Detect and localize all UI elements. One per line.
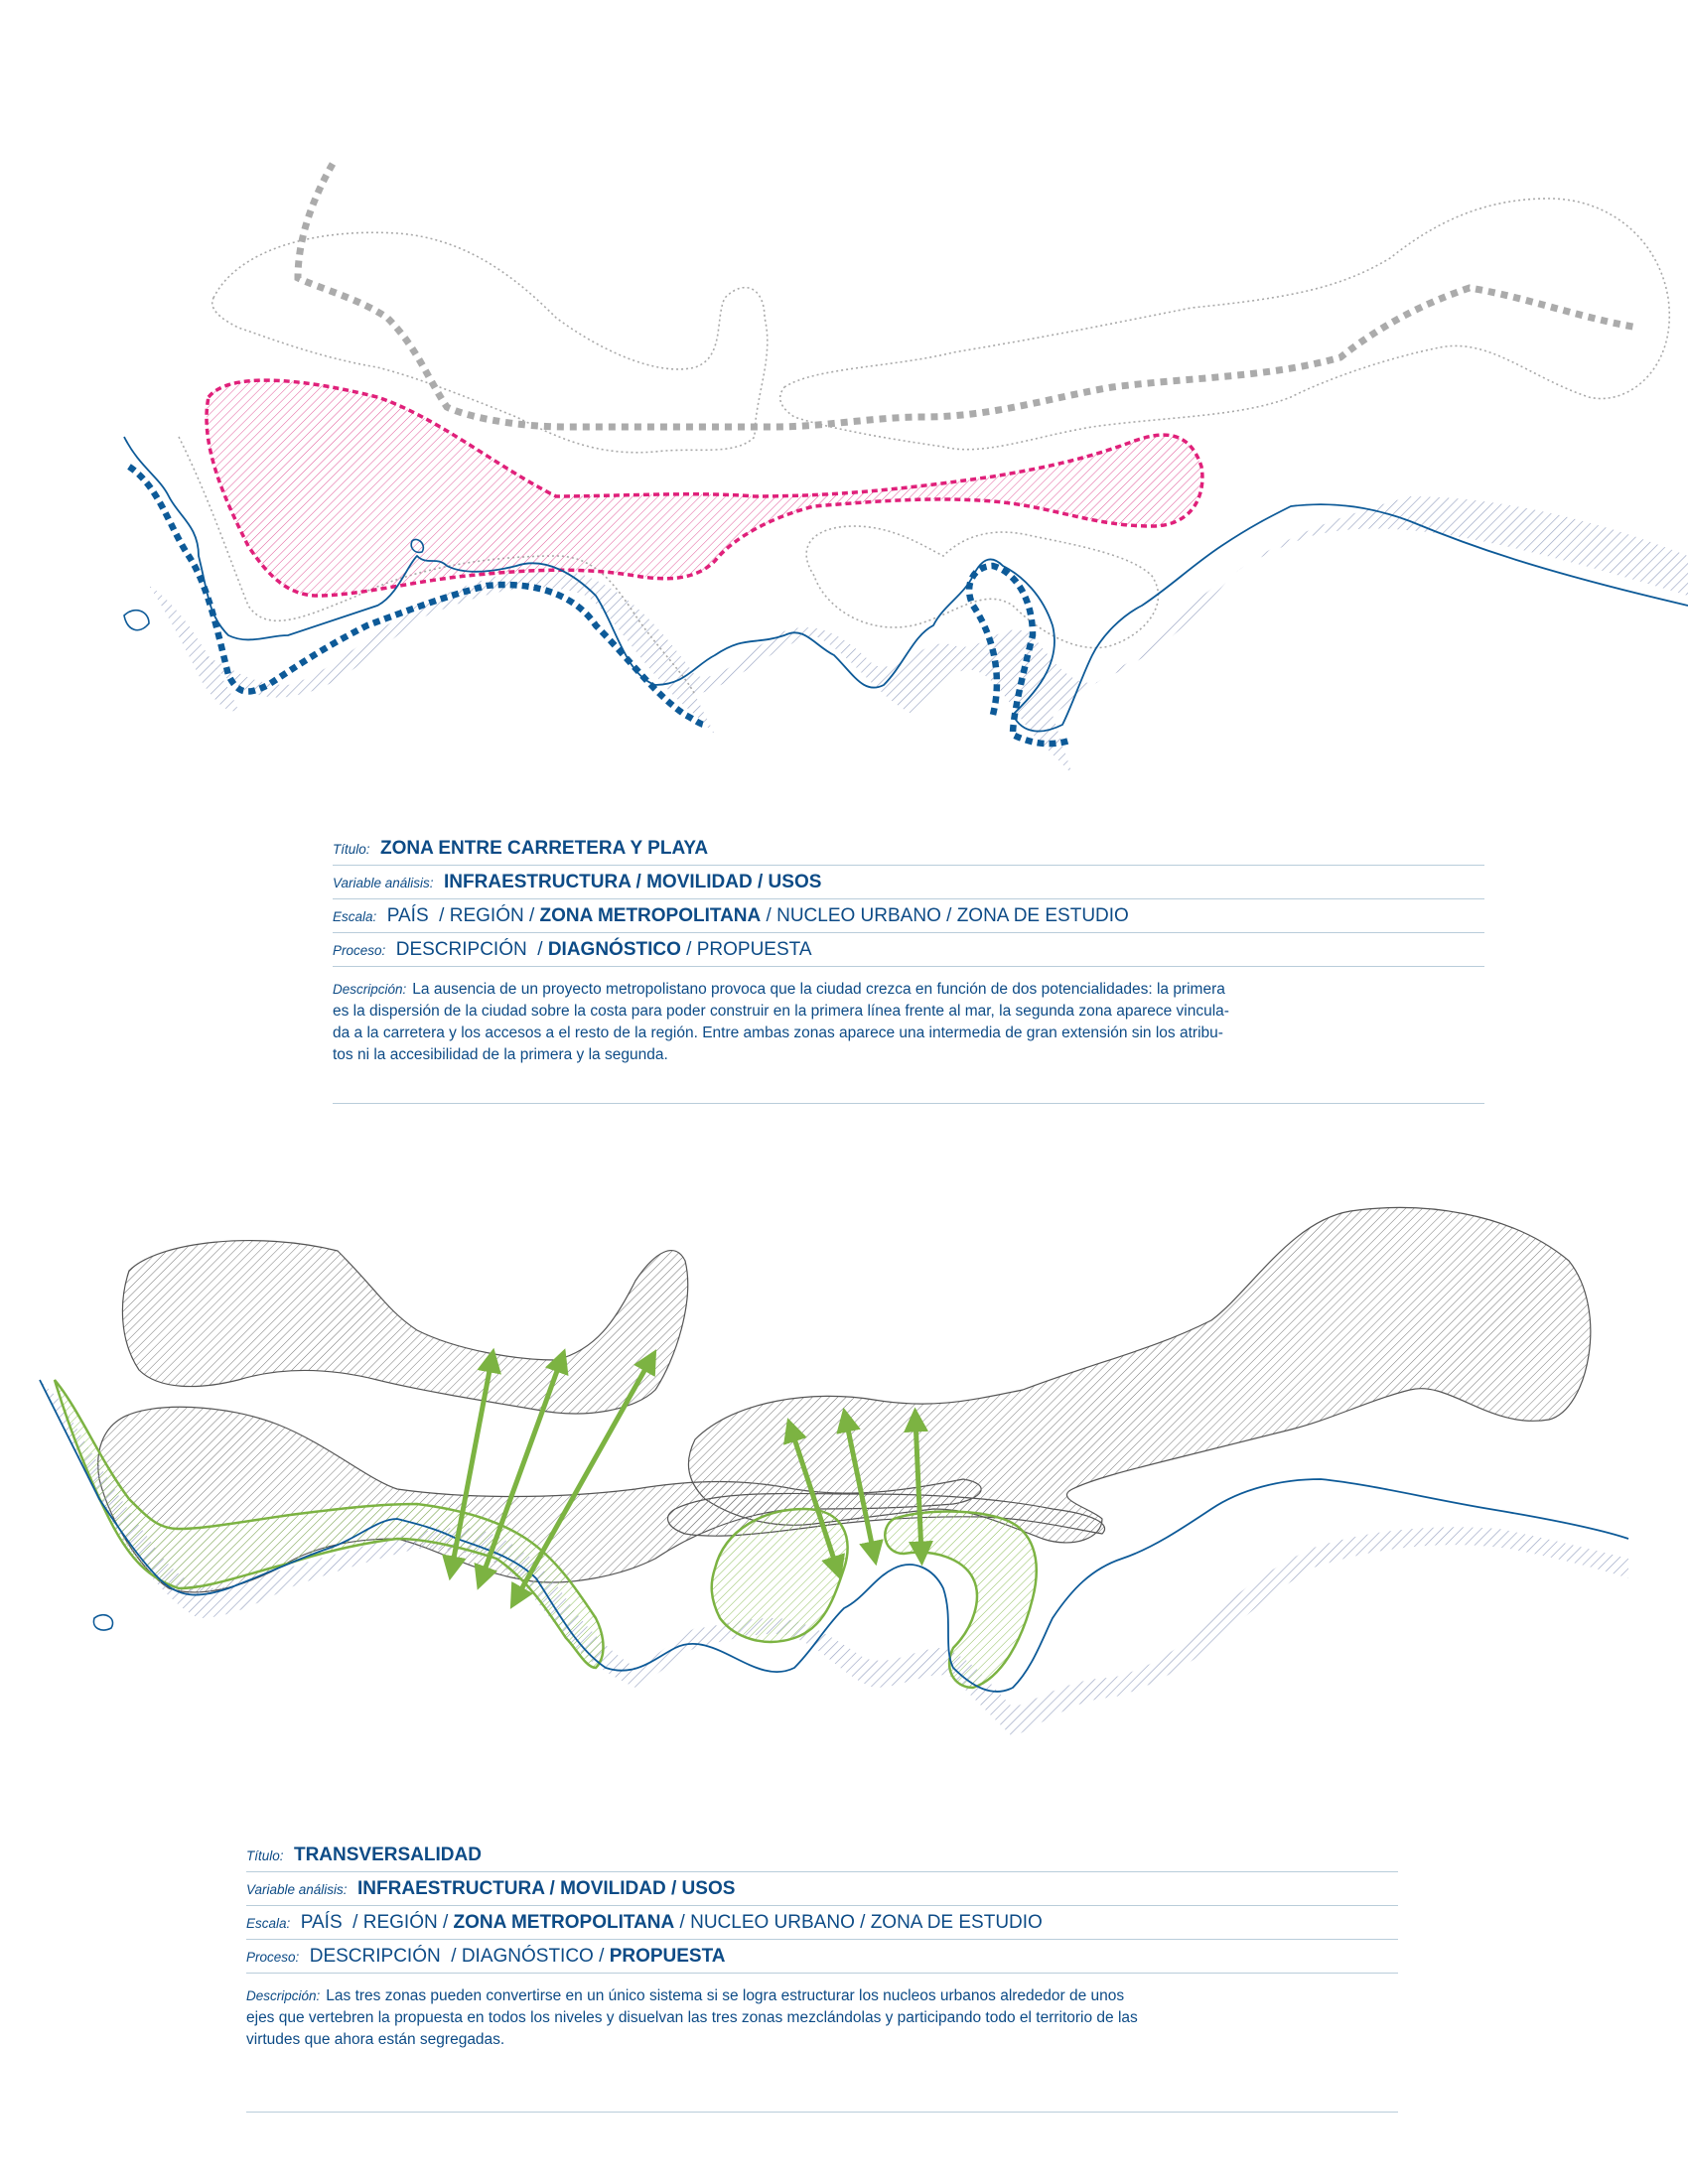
escala-item: REGIÓN	[449, 905, 524, 926]
separator: /	[440, 1946, 462, 1967]
escala-item: ZONA DE ESTUDIO	[956, 905, 1129, 926]
titulo-value: ZONA ENTRE CARRETERA Y PLAYA	[379, 838, 709, 859]
separator: /	[544, 1878, 561, 1899]
descripcion-line: da a la carretera y los accesos a el resto de la región. Entre ambas zonas aparece una intermedia de gran extensión sin los atribu-	[333, 1024, 1223, 1041]
escala-item: PAÍS	[300, 1912, 343, 1933]
escala-item: NUCLEO URBANO	[776, 905, 941, 926]
titulo-label: Título:	[246, 1848, 284, 1863]
escala-item: NUCLEO URBANO	[690, 1912, 855, 1933]
separator: /	[674, 1912, 691, 1933]
variable-item: MOVILIDAD	[560, 1878, 666, 1899]
separator: /	[523, 905, 540, 926]
row-proceso	[333, 933, 1484, 967]
row-proceso	[246, 1940, 1398, 1974]
row-titulo	[246, 1839, 1398, 1872]
descripcion-line: ejes que vertebren la propuesta en todos los niveles y disuelvan las tres zonas mezclándolas y participando todo el territorio de las	[246, 2009, 1138, 2026]
proceso-label: Proceso:	[246, 1950, 300, 1965]
escala-label: Escala:	[333, 909, 377, 924]
variable-label: Variable análisis:	[333, 876, 434, 890]
variable-item: USOS	[768, 872, 822, 892]
separator: /	[428, 905, 450, 926]
descripcion-line: es la dispersión de la ciudad sobre la costa para poder construir en la primera línea frente al mar, la segunda zona aparece vincula-	[333, 1003, 1229, 1020]
descripcion-label: Descripción:	[333, 982, 407, 997]
road-main	[298, 164, 1638, 427]
escala-item: REGIÓN	[362, 1912, 438, 1933]
separator: /	[593, 1946, 610, 1967]
proceso-item-active: DIAGNÓSTICO	[547, 939, 681, 960]
separator: /	[680, 939, 697, 960]
info-panel-2	[246, 1839, 1398, 2113]
variable-label: Variable análisis:	[246, 1882, 348, 1897]
proceso-item-active: PROPUESTA	[609, 1946, 726, 1967]
zone-road-beach	[207, 380, 1202, 596]
coast-islet-1	[124, 611, 149, 630]
separator: /	[437, 1912, 454, 1933]
variable-item: INFRAESTRUCTURA	[357, 1878, 545, 1899]
zone-outline-center	[806, 526, 1158, 648]
variable-item: MOVILIDAD	[646, 872, 753, 892]
escala-item: PAÍS	[386, 905, 429, 926]
row-variable	[246, 1872, 1398, 1906]
descripcion-line: La ausencia de un proyecto metropolistano provoca que la ciudad crezca en función de dos potencialidades: la primera	[412, 981, 1225, 998]
map-diagnostico	[0, 0, 1688, 814]
hatched-zone-north	[122, 1241, 687, 1414]
separator: /	[752, 872, 769, 892]
proceso-item: DESCRIPCIÓN	[309, 1946, 441, 1967]
descripcion	[333, 967, 1484, 1104]
proceso-item: DIAGNÓSTICO	[461, 1946, 594, 1967]
escala-item-active: ZONA METROPOLITANA	[539, 905, 762, 926]
titulo-value: TRANSVERSALIDAD	[293, 1844, 482, 1865]
descripcion-line: virtudes que ahora están segregadas.	[246, 2031, 505, 2048]
coast-islet	[93, 1615, 112, 1630]
map-propuesta	[0, 1181, 1688, 1817]
hatched-zone-east	[688, 1208, 1590, 1543]
row-escala	[246, 1906, 1398, 1940]
separator: /	[854, 1912, 871, 1933]
separator: /	[342, 1912, 363, 1933]
proceso-item: DESCRIPCIÓN	[395, 939, 527, 960]
descripcion-line: tos ni la accesibilidad de la primera y la segunda.	[333, 1046, 668, 1063]
separator: /	[526, 939, 548, 960]
descripcion-label: Descripción:	[246, 1988, 321, 2003]
proceso-item: PROPUESTA	[696, 939, 812, 960]
escala-item-active: ZONA METROPOLITANA	[453, 1912, 675, 1933]
separator: /	[631, 872, 647, 892]
variable-item: INFRAESTRUCTURA	[444, 872, 632, 892]
separator: /	[940, 905, 957, 926]
info-panel-1	[333, 832, 1484, 1104]
descripcion	[246, 1974, 1398, 2113]
variable-item: USOS	[681, 1878, 736, 1899]
proceso-label: Proceso:	[333, 943, 386, 958]
row-variable	[333, 866, 1484, 899]
descripcion-line: Las tres zonas pueden convertirse en un único sistema si se logra estructurar los nucleos urbanos alrededor de unos	[326, 1987, 1125, 2004]
row-titulo	[333, 832, 1484, 866]
separator: /	[665, 1878, 682, 1899]
escala-item: ZONA DE ESTUDIO	[870, 1912, 1043, 1933]
titulo-label: Título:	[333, 842, 370, 857]
zone-outline-north-east	[780, 199, 1670, 450]
separator: /	[761, 905, 777, 926]
escala-label: Escala:	[246, 1916, 291, 1931]
row-escala	[333, 899, 1484, 933]
